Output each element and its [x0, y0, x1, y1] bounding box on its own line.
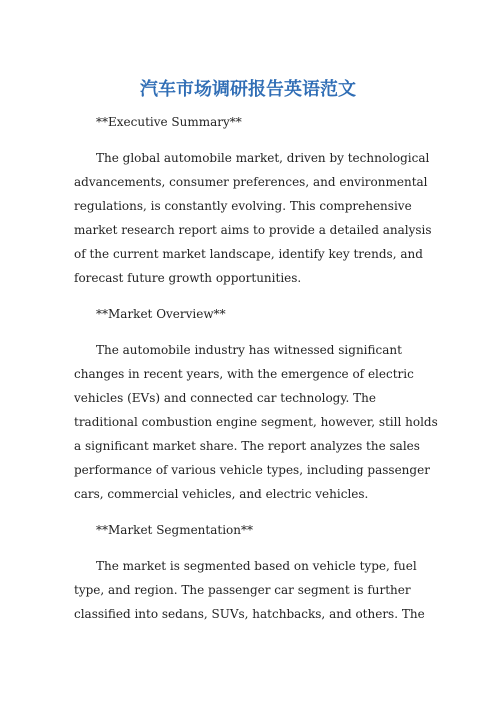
document-title: 汽车市场调研报告英语范文 — [140, 79, 356, 100]
section-heading-market-segmentation: **Market Segmentation** — [96, 523, 253, 537]
document-body — [74, 110, 440, 638]
paragraph-market-segmentation: The market is segmented based on vehicle type, fuel type, and region. The passenger car segment is further classified into sedans, SUVs, hatchbacks, and others. The — [74, 559, 425, 621]
section-heading-executive-summary: **Executive Summary** — [96, 115, 242, 129]
paragraph-executive-summary: The global automobile market, driven by technological advancements, consumer preferences, and environmental regulations, is constantly evolving. This comprehensive market research report aims to provide a detailed analysis of the current market landscape, identify key trends, and forecast future growth opportunities. — [74, 151, 432, 285]
paragraph-market-overview: The automobile industry has witnessed significant changes in recent years, with the emergence of electric vehicles (EVs) and connected car technology. The traditional combustion engine segment, however, still holds a significant market share. The report analyzes the sales performance of various vehicle types, including passenger cars, commercial vehicles, and electric vehicles. — [74, 343, 438, 501]
section-heading-market-overview: **Market Overview** — [96, 307, 226, 321]
